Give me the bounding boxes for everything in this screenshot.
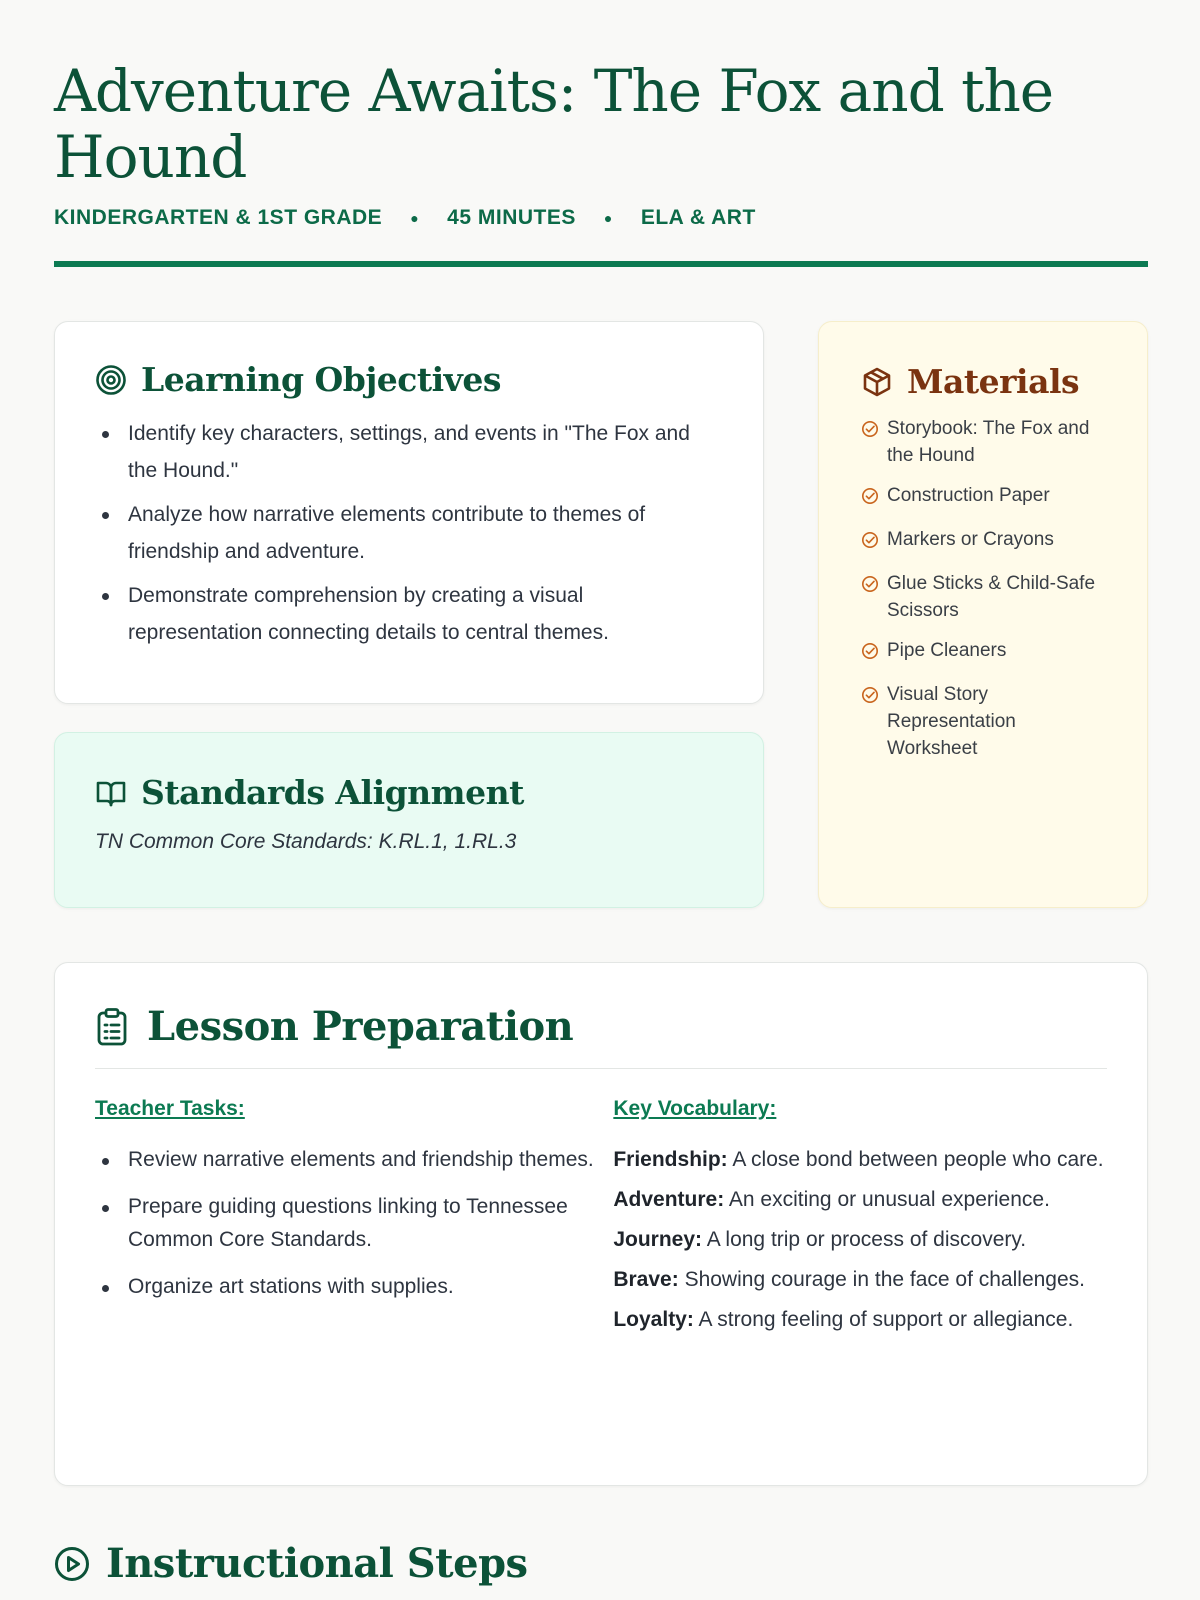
vocab-definition: An exciting or unusual experience. [728, 1188, 1050, 1211]
materials-list [861, 415, 1107, 762]
vocab-definition: A strong feeling of support or allegiance. [698, 1308, 1074, 1331]
vocab-term: Friendship: [613, 1148, 728, 1171]
vocab-definition: A long trip or process of discovery. [706, 1228, 1027, 1251]
vocab-term: Loyalty: [613, 1308, 694, 1331]
play-circle-icon [54, 1546, 90, 1582]
material-label: Pipe Cleaners [887, 640, 1007, 661]
list-item: Review narrative elements and friendship themes. [95, 1143, 613, 1176]
vocab-entry [613, 1183, 1107, 1216]
objectives-header [95, 360, 723, 399]
list-item [861, 415, 1107, 469]
vocab-entry [613, 1263, 1107, 1296]
lesson-meta [54, 206, 1148, 230]
section-divider [95, 1068, 1107, 1069]
vocab-definition: Showing courage in the face of challenges. [684, 1268, 1085, 1291]
preparation-columns [95, 1097, 1107, 1343]
list-item: Analyze how narrative elements contribute to themes of friendship and adventure. [95, 496, 723, 570]
preparation-card [54, 962, 1148, 1486]
teacher-tasks-heading: Teacher Tasks: [95, 1097, 245, 1120]
vocab-entry [613, 1143, 1107, 1176]
list-item: Organize art stations with supplies. [95, 1270, 613, 1303]
standards-card [54, 732, 764, 908]
material-label: Glue Sticks & Child-Safe Scissors [887, 573, 1096, 621]
check-circle-icon [861, 641, 887, 668]
standards-heading: Standards Alignment [141, 773, 524, 812]
vocab-term: Brave: [613, 1268, 679, 1291]
meta-separator: ● [410, 210, 420, 226]
vocabulary-heading: Key Vocabulary: [613, 1097, 777, 1120]
target-icon [95, 364, 127, 396]
vocabulary-column [613, 1097, 1107, 1343]
list-item [861, 570, 1107, 624]
objectives-heading: Learning Objectives [141, 360, 501, 399]
vocab-entry [613, 1303, 1107, 1336]
list-item: Demonstrate comprehension by creating a visual representation connecting details to central themes. [95, 577, 723, 651]
package-icon [861, 366, 893, 398]
list-item [861, 637, 1107, 668]
meta-subject: ELA & ART [640, 206, 756, 229]
list-item [861, 681, 1107, 762]
standards-header [95, 773, 723, 812]
header-divider [54, 261, 1148, 267]
list-item: Identify key characters, settings, and events in "The Fox and the Hound." [95, 415, 723, 489]
material-label: Markers or Crayons [887, 529, 1054, 550]
lesson-header [54, 58, 1148, 230]
meta-grade: KINDERGARTEN & 1ST GRADE [54, 206, 383, 229]
instructional-steps-header [54, 1540, 528, 1587]
preparation-heading: Lesson Preparation [147, 1003, 574, 1050]
teacher-tasks-list [95, 1143, 613, 1303]
materials-card [818, 321, 1148, 908]
material-label: Construction Paper [887, 485, 1050, 506]
clipboard-list-icon [95, 1007, 129, 1047]
vocab-term: Journey: [613, 1228, 703, 1251]
objectives-list [95, 415, 723, 651]
meta-duration: 45 MINUTES [447, 206, 576, 229]
material-label: Storybook: The Fox and the Hound [887, 418, 1090, 466]
vocab-definition: A close bond between people who care. [732, 1148, 1104, 1171]
vocab-entry [613, 1223, 1107, 1256]
preparation-header [95, 1003, 1107, 1050]
materials-heading: Materials [907, 362, 1080, 401]
check-circle-icon [861, 530, 887, 557]
list-item [861, 526, 1107, 557]
check-circle-icon [861, 685, 887, 712]
list-item [861, 482, 1107, 513]
page-title: Adventure Awaits: The Fox and the Hound [54, 57, 1054, 191]
teacher-tasks-column [95, 1097, 613, 1343]
meta-separator: ● [603, 210, 613, 226]
check-circle-icon [861, 419, 887, 446]
vocabulary-list [613, 1143, 1107, 1336]
vocab-term: Adventure: [613, 1188, 725, 1211]
material-label: Visual Story Representation Worksheet [887, 684, 1016, 759]
list-item: Prepare guiding questions linking to Tennessee Common Core Standards. [95, 1190, 613, 1256]
standards-text: TN Common Core Standards: K.RL.1, 1.RL.3 [95, 830, 517, 853]
instructional-steps-heading: Instructional Steps [106, 1540, 528, 1587]
book-open-icon [95, 777, 127, 809]
check-circle-icon [861, 574, 887, 601]
check-circle-icon [861, 486, 887, 513]
objectives-card [54, 321, 764, 704]
materials-header [861, 362, 1107, 401]
